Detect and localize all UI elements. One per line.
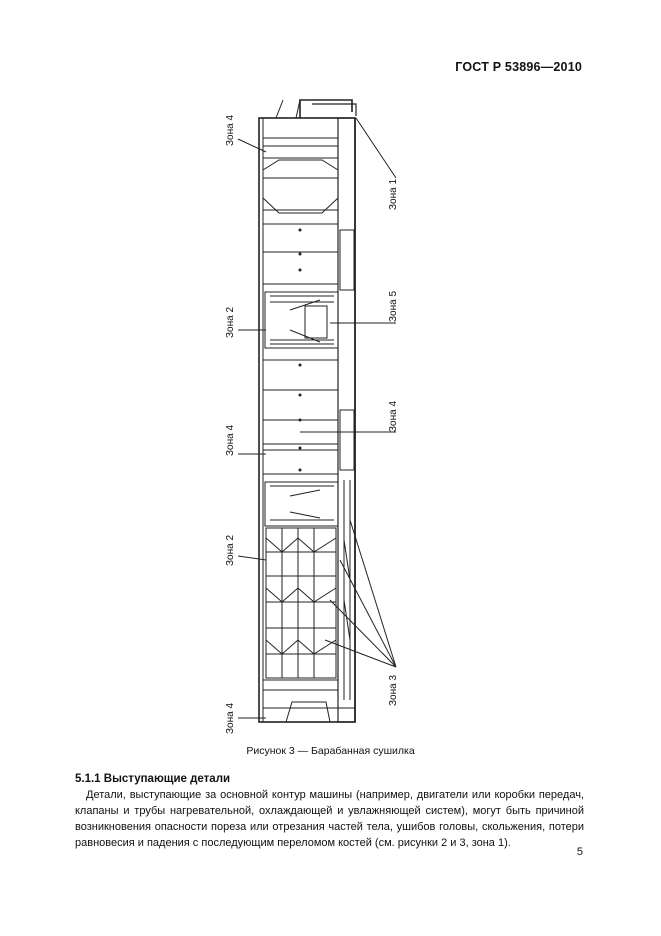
zone-label-left-2: Зона 2 [225, 306, 236, 338]
section-body [75, 787, 584, 851]
zone-label-right-4: Зона 3 [388, 674, 399, 706]
section-heading: 5.1.1 Выступающие детали [75, 773, 231, 785]
zone-label-right-2: Зона 5 [388, 290, 399, 322]
zone-label-left-3: Зона 4 [225, 424, 236, 456]
document-code: ГОСТ Р 53896—2010 [455, 60, 582, 74]
figure-caption: Рисунок 3 — Барабанная сушилка [246, 745, 415, 757]
zone-label-left-5: Зона 4 [225, 702, 236, 734]
page-number: 5 [576, 846, 583, 858]
zone-label-left-1: Зона 4 [225, 114, 236, 146]
body-paragraph: Детали, выступающие за основной контур машины (например, двигатели или коробки передач, клапаны и трубы нагревательной, охлаждающей и увлажняющей систем), могут быть причиной возникновения опасности пореза или отрезания частей тела, ушибов головы, скольжения, потери равновесия и падения с последующим переломом костей (см. рисунки 2 и 3, зона 1). [75, 789, 584, 849]
zone-label-right-3: Зона 4 [388, 400, 399, 432]
zone-label-left-4: Зона 2 [225, 534, 236, 566]
zone-label-right-1: Зона 1 [388, 178, 399, 210]
